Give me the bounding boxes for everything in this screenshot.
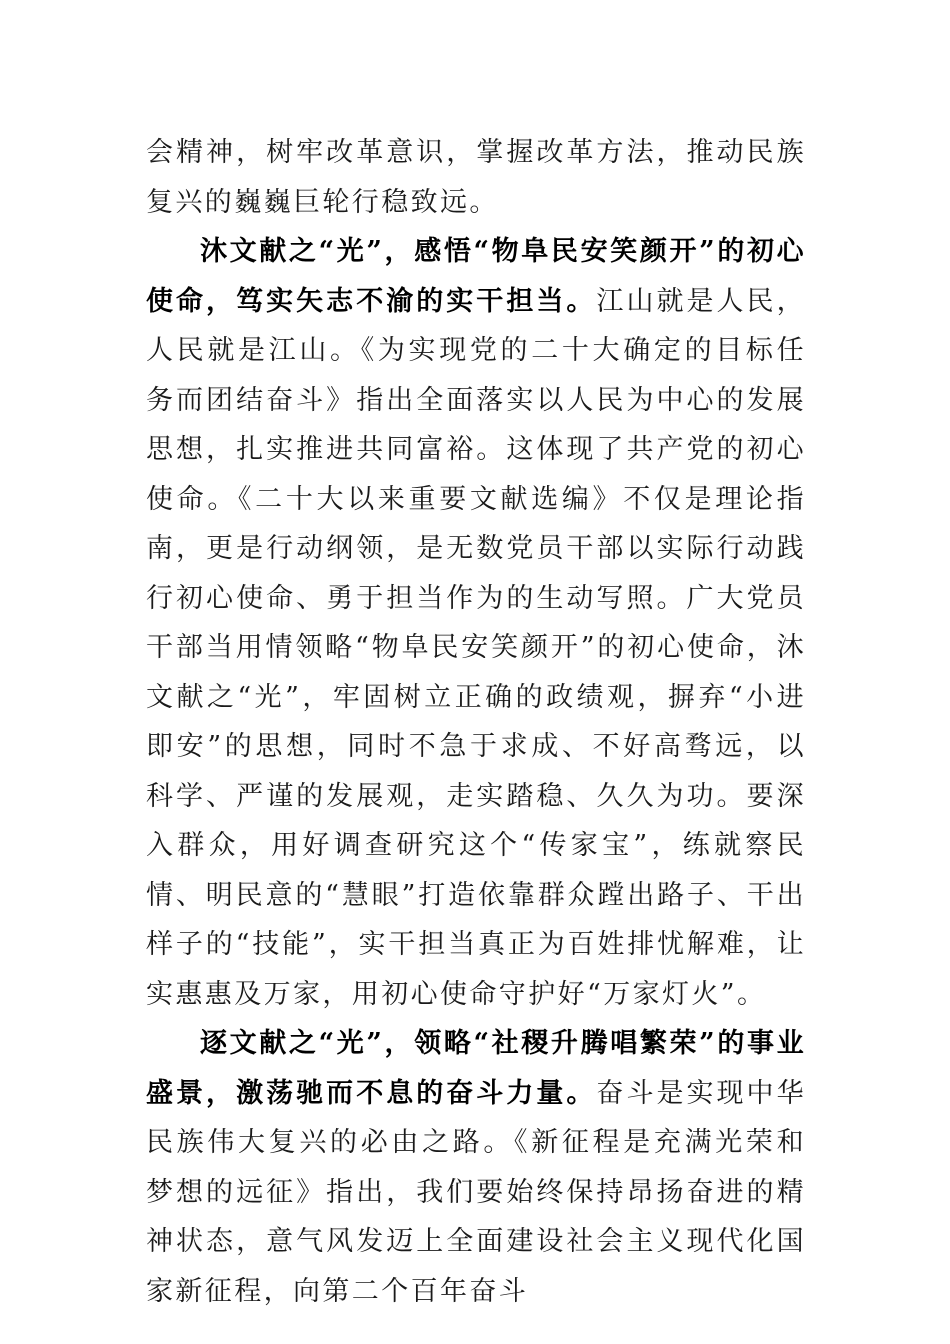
paragraph-body: 会精神，树牢改革意识，掌握改革方法，推动民族复兴的巍巍巨轮行稳致远。	[146, 137, 806, 218]
paragraph-continuation	[146, 128, 806, 227]
paragraph-lead: 逐文献之“光”，领略“社稷升腾唱繁荣”的事业盛景，激荡驰而不息的奋斗力量。	[146, 1028, 806, 1109]
paragraph-struggle-force	[146, 1019, 806, 1316]
paragraph-body: 江山就是人民，人民就是江山。《为实现党的二十大确定的目标任务而团结奋斗》指出全面落实以人民为中心的发展思想，扎实推进共同富裕。这体现了共产党的初心使命。《二十大以来重要文献选编》不仅是理论指南，更是行动纲领，是无数党员干部以实际行动践行初心使命、勇于担当作为的生动写照。广大党员干部当用情领略“物阜民安笑颜开”的初心使命，沐文献之“光”，牢固树立正确的政绩观，摒弃“小进即安”的思想，同时不急于求成、不好高骛远，以科学、严谨的发展观，走实踏稳、久久为功。要深入群众，用好调查研究这个“传家宝”，练就察民情、明民意的“慧眼”打造依靠群众蹚出路子、干出样子的“技能”，实干担当真正为百姓排忧解难，让实惠惠及万家，用初心使命守护好“万家灯火”。	[146, 285, 806, 1010]
paragraph-people-mission	[146, 227, 806, 1019]
paragraph-body: 奋斗是实现中华民族伟大复兴的必由之路。《新征程是充满光荣和梦想的远征》指出，我们要始终保持昂扬奋进的精神状态，意气风发迈上全面建设社会主义现代化国家新征程，向第二个百年奋斗	[146, 1077, 806, 1307]
paragraph-lead: 沐文献之“光”，感悟“物阜民安笑颜开”的初心使命，笃实矢志不渝的实干担当。	[146, 236, 806, 317]
document-body	[146, 128, 806, 1316]
